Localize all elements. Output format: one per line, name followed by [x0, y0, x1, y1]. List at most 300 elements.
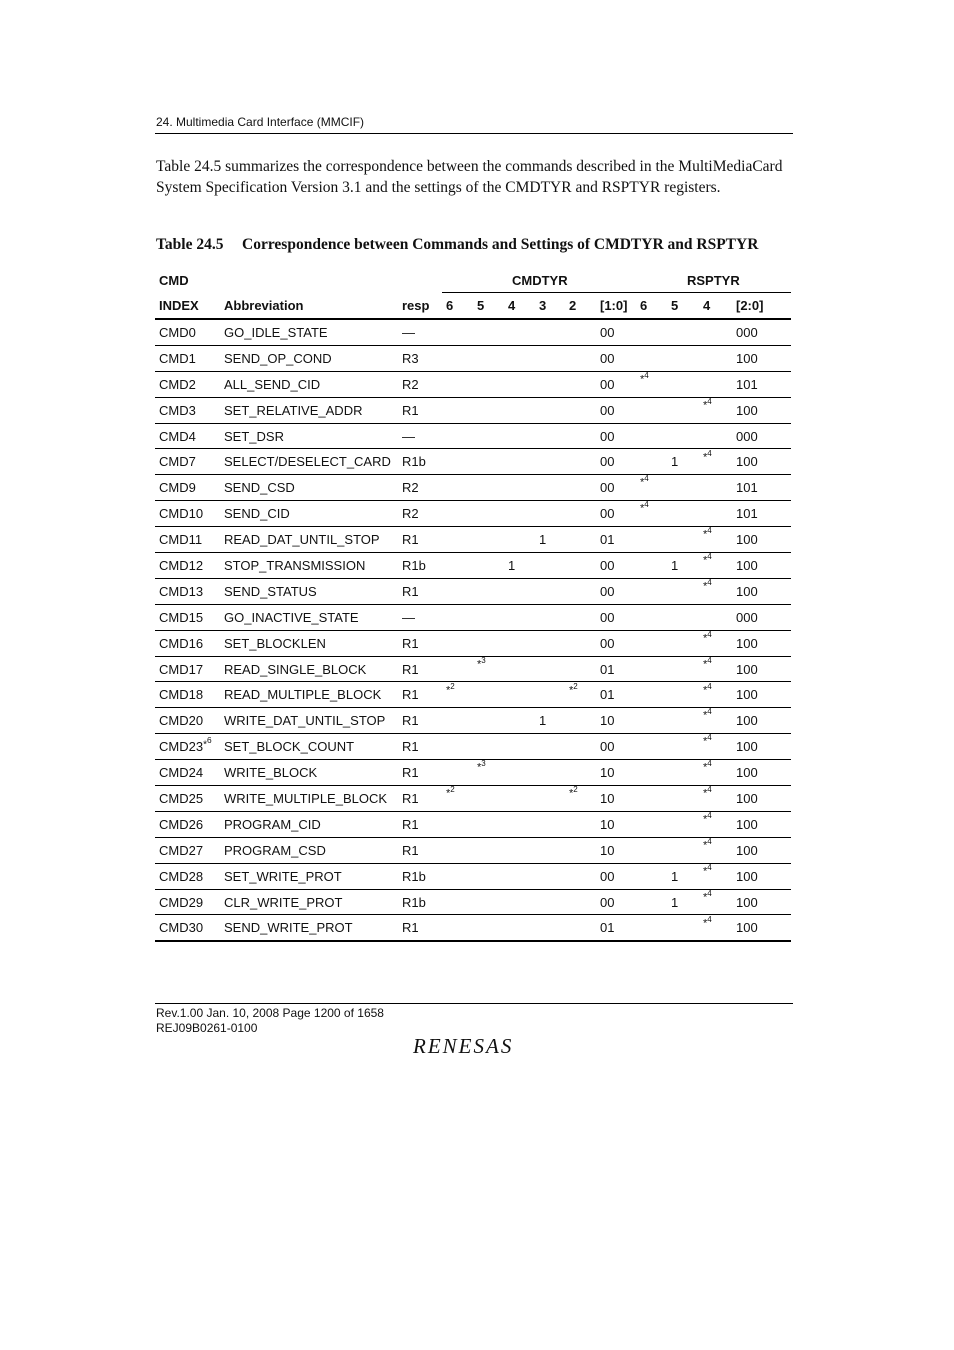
footnote-marker — [703, 449, 712, 464]
cell-r20: 100 — [736, 557, 758, 573]
cell-abbreviation: SET_WRITE_PROT — [224, 868, 342, 884]
cell-index — [159, 501, 203, 526]
footnote-marker — [703, 915, 712, 930]
cell-abbreviation: SEND_OP_COND — [224, 350, 332, 366]
table-row — [155, 708, 791, 734]
footnote-marker — [703, 552, 712, 567]
footnote-star: * — [203, 739, 207, 751]
cell-resp: R1 — [402, 402, 419, 418]
table-row — [155, 760, 791, 786]
col-header-cmdtyr-3: 3 — [539, 297, 547, 313]
cell-resp: R1b — [402, 454, 426, 470]
col-header-rsptyr-2-0: [2:0] — [736, 297, 764, 313]
footnote-marker — [703, 526, 712, 541]
footnote-star: * — [703, 891, 708, 904]
cell-b6-note — [446, 786, 455, 811]
cell-r20: 100 — [736, 816, 758, 832]
footnote-number: 4 — [644, 370, 649, 380]
cell-r20: 100 — [736, 454, 758, 470]
cell-r4-note — [703, 915, 712, 940]
cell-r5: 1 — [671, 894, 679, 910]
cell-index — [159, 915, 203, 940]
cell-r4-note — [703, 812, 712, 837]
col-header-rsptyr-5: 5 — [671, 297, 679, 313]
running-header: 24. Multimedia Card Interface (MMCIF) — [156, 115, 365, 129]
footnote-marker — [446, 785, 455, 800]
footnote-marker — [703, 759, 712, 774]
footnote-number: 4 — [707, 759, 712, 769]
footnote-number: 4 — [707, 811, 712, 821]
cell-index-text: CMD3 — [159, 402, 196, 418]
footnote-star: * — [569, 787, 574, 800]
cell-index — [159, 734, 212, 759]
table-row — [155, 682, 791, 708]
table-row — [155, 372, 791, 398]
renesas-logo: RENESAS — [413, 1034, 514, 1058]
cell-b2-note — [569, 682, 578, 707]
cell-r4-note — [703, 553, 712, 578]
cell-r4-note — [703, 734, 712, 759]
footnote-number: 4 — [707, 396, 712, 406]
cell-abbreviation: WRITE_DAT_UNTIL_STOP — [224, 713, 386, 729]
cell-b10: 01 — [600, 687, 615, 703]
table-row — [155, 475, 791, 501]
cell-abbreviation: WRITE_MULTIPLE_BLOCK — [224, 790, 388, 806]
table-row — [155, 605, 791, 631]
cell-resp: R1b — [402, 868, 426, 884]
cell-b10: 01 — [600, 920, 615, 936]
cell-abbreviation: SET_BLOCKLEN — [224, 635, 326, 651]
footnote-number: 4 — [707, 733, 712, 743]
cell-b6-note — [446, 682, 455, 707]
footnote-star: * — [640, 477, 645, 490]
cell-abbreviation: ALL_SEND_CID — [224, 376, 321, 392]
cell-index-text: CMD7 — [159, 454, 196, 470]
cell-r20: 100 — [736, 635, 758, 651]
footnote-marker — [203, 735, 212, 750]
footer-rule — [155, 1003, 793, 1004]
footnote-number: 4 — [707, 552, 712, 562]
footnote-star: * — [703, 787, 708, 800]
cell-b10: 00 — [600, 402, 615, 418]
footnote-star: * — [703, 813, 708, 826]
cell-b10: 00 — [600, 480, 615, 496]
cell-r4-note — [703, 760, 712, 785]
cell-r20: 000 — [736, 428, 758, 444]
command-table — [155, 268, 791, 942]
cell-resp: R2 — [402, 376, 419, 392]
footnote-number: 4 — [707, 707, 712, 717]
footnote-number: 4 — [707, 655, 712, 665]
footnote-star: * — [703, 554, 708, 567]
footnote-marker — [703, 397, 712, 412]
cell-r20: 100 — [736, 920, 758, 936]
cell-r4-note — [703, 708, 712, 733]
col-header-cmdtyr-1-0: [1:0] — [600, 297, 628, 313]
cell-index-text: CMD25 — [159, 790, 204, 806]
cell-index-text: CMD26 — [159, 816, 204, 832]
cell-r5: 1 — [671, 868, 679, 884]
cell-r20: 101 — [736, 480, 758, 496]
footnote-number: 4 — [707, 914, 712, 924]
cell-r20: 100 — [736, 842, 758, 858]
cell-resp: R1b — [402, 894, 426, 910]
cell-index-text: CMD23 — [159, 739, 204, 755]
col-header-index: INDEX — [159, 297, 199, 313]
footnote-number: 6 — [206, 735, 212, 746]
intro-paragraph: Table 24.5 summarizes the correspondence between the commands described in the MultiMediaCard System Specification Version 3.1 and the settings of the CMDTYR and RSPTYR registers. — [156, 158, 783, 196]
footer-revision: Rev.1.00 Jan. 10, 2008 Page 1200 of 1658 — [156, 1006, 384, 1020]
cell-b10: 00 — [600, 376, 615, 392]
cell-r20: 000 — [736, 324, 758, 340]
cell-r4-note — [703, 838, 712, 863]
table-row — [155, 501, 791, 527]
table-body — [155, 320, 791, 942]
cell-index-text: CMD11 — [159, 532, 203, 548]
footer-document-id: REJ09B0261-0100 — [156, 1021, 258, 1035]
cell-b10: 00 — [600, 868, 615, 884]
cell-resp: R3 — [402, 350, 419, 366]
cell-abbreviation: SELECT/DESELECT_CARD — [224, 454, 391, 470]
cell-r6-note — [640, 372, 649, 397]
cell-r5: 1 — [671, 454, 679, 470]
cell-b10: 00 — [600, 635, 615, 651]
cell-abbreviation: SEND_WRITE_PROT — [224, 920, 353, 936]
footnote-star: * — [446, 684, 451, 697]
cell-resp: R1 — [402, 687, 419, 703]
footnote-star: * — [703, 632, 708, 645]
group-header-cmd: CMD — [159, 272, 189, 288]
cell-resp: R1 — [402, 713, 419, 729]
cell-resp: R1 — [402, 842, 419, 858]
footnote-marker — [703, 837, 712, 852]
cell-b10: 00 — [600, 506, 615, 522]
cell-index-text: CMD13 — [159, 583, 204, 599]
cell-r20: 100 — [736, 713, 758, 729]
footnote-marker — [640, 371, 649, 386]
cell-r20: 100 — [736, 350, 758, 366]
cell-index-text: CMD15 — [159, 609, 204, 625]
cell-r6-note — [640, 501, 649, 526]
table-row — [155, 734, 791, 760]
footnote-star: * — [703, 684, 708, 697]
cell-b5-note — [477, 657, 486, 682]
footnote-number: 4 — [707, 448, 712, 458]
footnote-number: 4 — [644, 474, 649, 484]
cell-r20: 101 — [736, 376, 758, 392]
footnote-star: * — [703, 399, 708, 412]
cell-r20: 100 — [736, 583, 758, 599]
cell-b10: 01 — [600, 532, 615, 548]
cell-resp: R2 — [402, 506, 419, 522]
cell-b5-note — [477, 760, 486, 785]
col-header-abbreviation: Abbreviation — [224, 297, 304, 313]
cell-resp: R1 — [402, 816, 419, 832]
cell-index — [159, 424, 196, 449]
cell-index — [159, 890, 203, 915]
cell-abbreviation: PROGRAM_CSD — [224, 842, 326, 858]
footnote-star: * — [703, 580, 708, 593]
table-group-header — [155, 268, 791, 292]
cell-index — [159, 657, 203, 682]
cell-r20: 000 — [736, 609, 758, 625]
footnote-marker — [569, 785, 578, 800]
cell-b3: 1 — [539, 532, 547, 548]
cell-abbreviation: SET_DSR — [224, 428, 284, 444]
cell-index-text: CMD29 — [159, 894, 204, 910]
footnote-number: 4 — [707, 888, 712, 898]
table-row — [155, 449, 791, 475]
table-row — [155, 786, 791, 812]
cell-r20: 100 — [736, 402, 758, 418]
cell-index-text: CMD9 — [159, 480, 196, 496]
footnote-star: * — [703, 528, 708, 541]
cell-index-text: CMD18 — [159, 687, 204, 703]
table-row — [155, 320, 791, 346]
col-header-cmdtyr-6: 6 — [446, 297, 454, 313]
footnote-marker — [703, 733, 712, 748]
cell-index — [159, 631, 203, 656]
cell-abbreviation: SET_BLOCK_COUNT — [224, 739, 355, 755]
table-row — [155, 838, 791, 864]
footnote-marker — [703, 785, 712, 800]
col-header-cmdtyr-4: 4 — [508, 297, 516, 313]
cell-index — [159, 527, 202, 552]
cell-r20: 101 — [736, 506, 758, 522]
footnote-star: * — [703, 761, 708, 774]
footnote-star: * — [477, 658, 482, 671]
cell-r4-note — [703, 527, 712, 552]
footnote-star: * — [569, 684, 574, 697]
cell-index-text: CMD17 — [159, 661, 204, 677]
table-column-header — [155, 292, 791, 320]
cell-b10: 10 — [600, 713, 615, 729]
cell-b10: 00 — [600, 557, 615, 573]
cell-r20: 100 — [736, 739, 758, 755]
footnote-marker — [703, 863, 712, 878]
footnote-star: * — [703, 451, 708, 464]
footnote-star: * — [703, 710, 708, 723]
cell-b10: 01 — [600, 661, 615, 677]
cell-index-text: CMD12 — [159, 557, 204, 573]
footnote-marker — [569, 682, 578, 697]
table-row — [155, 527, 791, 553]
cell-resp: — — [402, 609, 415, 625]
table-row — [155, 553, 791, 579]
cell-r20: 100 — [736, 868, 758, 884]
cell-abbreviation: SEND_CID — [224, 506, 290, 522]
cell-index — [159, 864, 203, 889]
cell-r20: 100 — [736, 661, 758, 677]
cell-abbreviation: GO_IDLE_STATE — [224, 324, 328, 340]
cell-resp: — — [402, 324, 415, 340]
footnote-star: * — [703, 658, 708, 671]
footnote-marker — [640, 500, 649, 515]
cell-resp: R1 — [402, 583, 419, 599]
footnote-number: 2 — [573, 681, 578, 691]
cell-r4-note — [703, 890, 712, 915]
cell-index — [159, 553, 203, 578]
table-row — [155, 864, 791, 890]
table-row — [155, 657, 791, 683]
cell-abbreviation: STOP_TRANSMISSION — [224, 557, 366, 573]
footnote-marker — [703, 578, 712, 593]
cell-index-text: CMD10 — [159, 506, 204, 522]
cell-b10: 10 — [600, 842, 615, 858]
table-row — [155, 890, 791, 916]
footnote-number: 4 — [644, 500, 649, 510]
cell-index — [159, 605, 203, 630]
footnote-number: 4 — [707, 526, 712, 536]
footnote-star: * — [703, 865, 708, 878]
cell-b10: 00 — [600, 324, 615, 340]
footnote-number: 3 — [481, 759, 486, 769]
table-row — [155, 398, 791, 424]
cell-r4-note — [703, 398, 712, 423]
cell-index-text: CMD0 — [159, 324, 196, 340]
cell-index — [159, 682, 203, 707]
footnote-number: 4 — [707, 681, 712, 691]
cell-r4-note — [703, 657, 712, 682]
footnote-star: * — [640, 373, 645, 386]
footnote-marker — [640, 474, 649, 489]
cell-b2-note — [569, 786, 578, 811]
cell-index — [159, 320, 196, 345]
footnote-marker — [703, 707, 712, 722]
cell-resp: R1 — [402, 920, 419, 936]
cell-r4-note — [703, 682, 712, 707]
cell-resp: R1 — [402, 661, 419, 677]
footnote-number: 4 — [707, 578, 712, 588]
cell-index — [159, 812, 203, 837]
cell-index-text: CMD1 — [159, 350, 196, 366]
table-caption — [156, 236, 758, 254]
table-row — [155, 631, 791, 657]
footnote-number: 4 — [707, 629, 712, 639]
cell-abbreviation: PROGRAM_CID — [224, 816, 321, 832]
table-row — [155, 579, 791, 605]
cell-b10: 00 — [600, 609, 615, 625]
footnote-star: * — [703, 917, 708, 930]
cell-r4-note — [703, 631, 712, 656]
cell-r20: 100 — [736, 532, 758, 548]
cell-abbreviation: GO_INACTIVE_STATE — [224, 609, 359, 625]
cell-index-text: CMD4 — [159, 428, 196, 444]
cell-abbreviation: READ_MULTIPLE_BLOCK — [224, 687, 382, 703]
cell-index — [159, 786, 203, 811]
col-header-cmdtyr-2: 2 — [569, 297, 577, 313]
cell-b10: 00 — [600, 739, 615, 755]
footnote-number: 2 — [573, 785, 578, 795]
cell-b10: 00 — [600, 428, 615, 444]
footnote-marker — [477, 656, 486, 671]
col-header-rsptyr-4: 4 — [703, 297, 711, 313]
table-title: Correspondence between Commands and Settings of CMDTYR and RSPTYR — [242, 236, 759, 253]
footnote-star: * — [703, 736, 708, 749]
cell-abbreviation: SEND_CSD — [224, 480, 295, 496]
footnote-marker — [446, 682, 455, 697]
cell-index — [159, 398, 196, 423]
footnote-number: 3 — [481, 655, 486, 665]
cell-index-text: CMD24 — [159, 765, 204, 781]
cell-resp: R1 — [402, 635, 419, 651]
cell-index-text: CMD27 — [159, 842, 204, 858]
cell-b10: 00 — [600, 894, 615, 910]
cell-b10: 00 — [600, 350, 615, 366]
cell-b10: 00 — [600, 454, 615, 470]
cell-r20: 100 — [736, 790, 758, 806]
table-number: Table 24.5 — [156, 236, 224, 253]
cell-abbreviation: READ_SINGLE_BLOCK — [224, 661, 367, 677]
cell-r5: 1 — [671, 557, 679, 573]
cell-index — [159, 449, 196, 474]
cell-index-text: CMD16 — [159, 635, 204, 651]
cell-index — [159, 708, 203, 733]
cell-b10: 10 — [600, 790, 615, 806]
footnote-marker — [703, 630, 712, 645]
footnote-marker — [703, 811, 712, 826]
cell-r4-note — [703, 864, 712, 889]
footnote-marker — [703, 889, 712, 904]
cell-resp: R1 — [402, 790, 419, 806]
footnote-number: 4 — [707, 862, 712, 872]
table-row — [155, 915, 791, 942]
col-header-cmdtyr-5: 5 — [477, 297, 485, 313]
footnote-star: * — [703, 839, 708, 852]
cell-b3: 1 — [539, 713, 547, 729]
cell-r4-note — [703, 579, 712, 604]
footnote-star: * — [446, 787, 451, 800]
footnote-star: * — [640, 503, 645, 515]
col-header-rsptyr-6: 6 — [640, 297, 648, 313]
cell-abbreviation: WRITE_BLOCK — [224, 765, 318, 781]
footnote-star: * — [477, 761, 482, 774]
cell-index — [159, 346, 196, 371]
cell-resp: R2 — [402, 480, 419, 496]
footnote-number: 4 — [707, 785, 712, 795]
cell-r4-note — [703, 786, 712, 811]
cell-resp: R1 — [402, 765, 419, 781]
cell-abbreviation: READ_DAT_UNTIL_STOP — [224, 532, 380, 548]
cell-r4-note — [703, 449, 712, 474]
cell-index — [159, 372, 196, 397]
cell-abbreviation: SET_RELATIVE_ADDR — [224, 402, 363, 418]
cell-index-text: CMD30 — [159, 920, 204, 936]
cell-abbreviation: CLR_WRITE_PROT — [224, 894, 343, 910]
header-rule — [155, 133, 793, 134]
table-row — [155, 812, 791, 838]
cell-index — [159, 475, 196, 500]
table-row — [155, 346, 791, 372]
cell-index — [159, 838, 203, 863]
table-row — [155, 424, 791, 450]
cell-b10: 10 — [600, 816, 615, 832]
cell-b10: 10 — [600, 765, 615, 781]
group-header-rsptyr: RSPTYR — [687, 272, 740, 288]
cell-index — [159, 760, 203, 785]
cell-b10: 00 — [600, 583, 615, 599]
footnote-number: 2 — [450, 681, 455, 691]
cell-index-text: CMD20 — [159, 713, 204, 729]
footnote-number: 4 — [707, 836, 712, 846]
footnote-marker — [703, 682, 712, 697]
footnote-marker — [477, 759, 486, 774]
cell-r20: 100 — [736, 894, 758, 910]
cell-r6-note — [640, 475, 649, 500]
cell-resp: R1 — [402, 532, 419, 548]
col-header-resp: resp — [402, 297, 430, 313]
cell-abbreviation: SEND_STATUS — [224, 583, 317, 599]
